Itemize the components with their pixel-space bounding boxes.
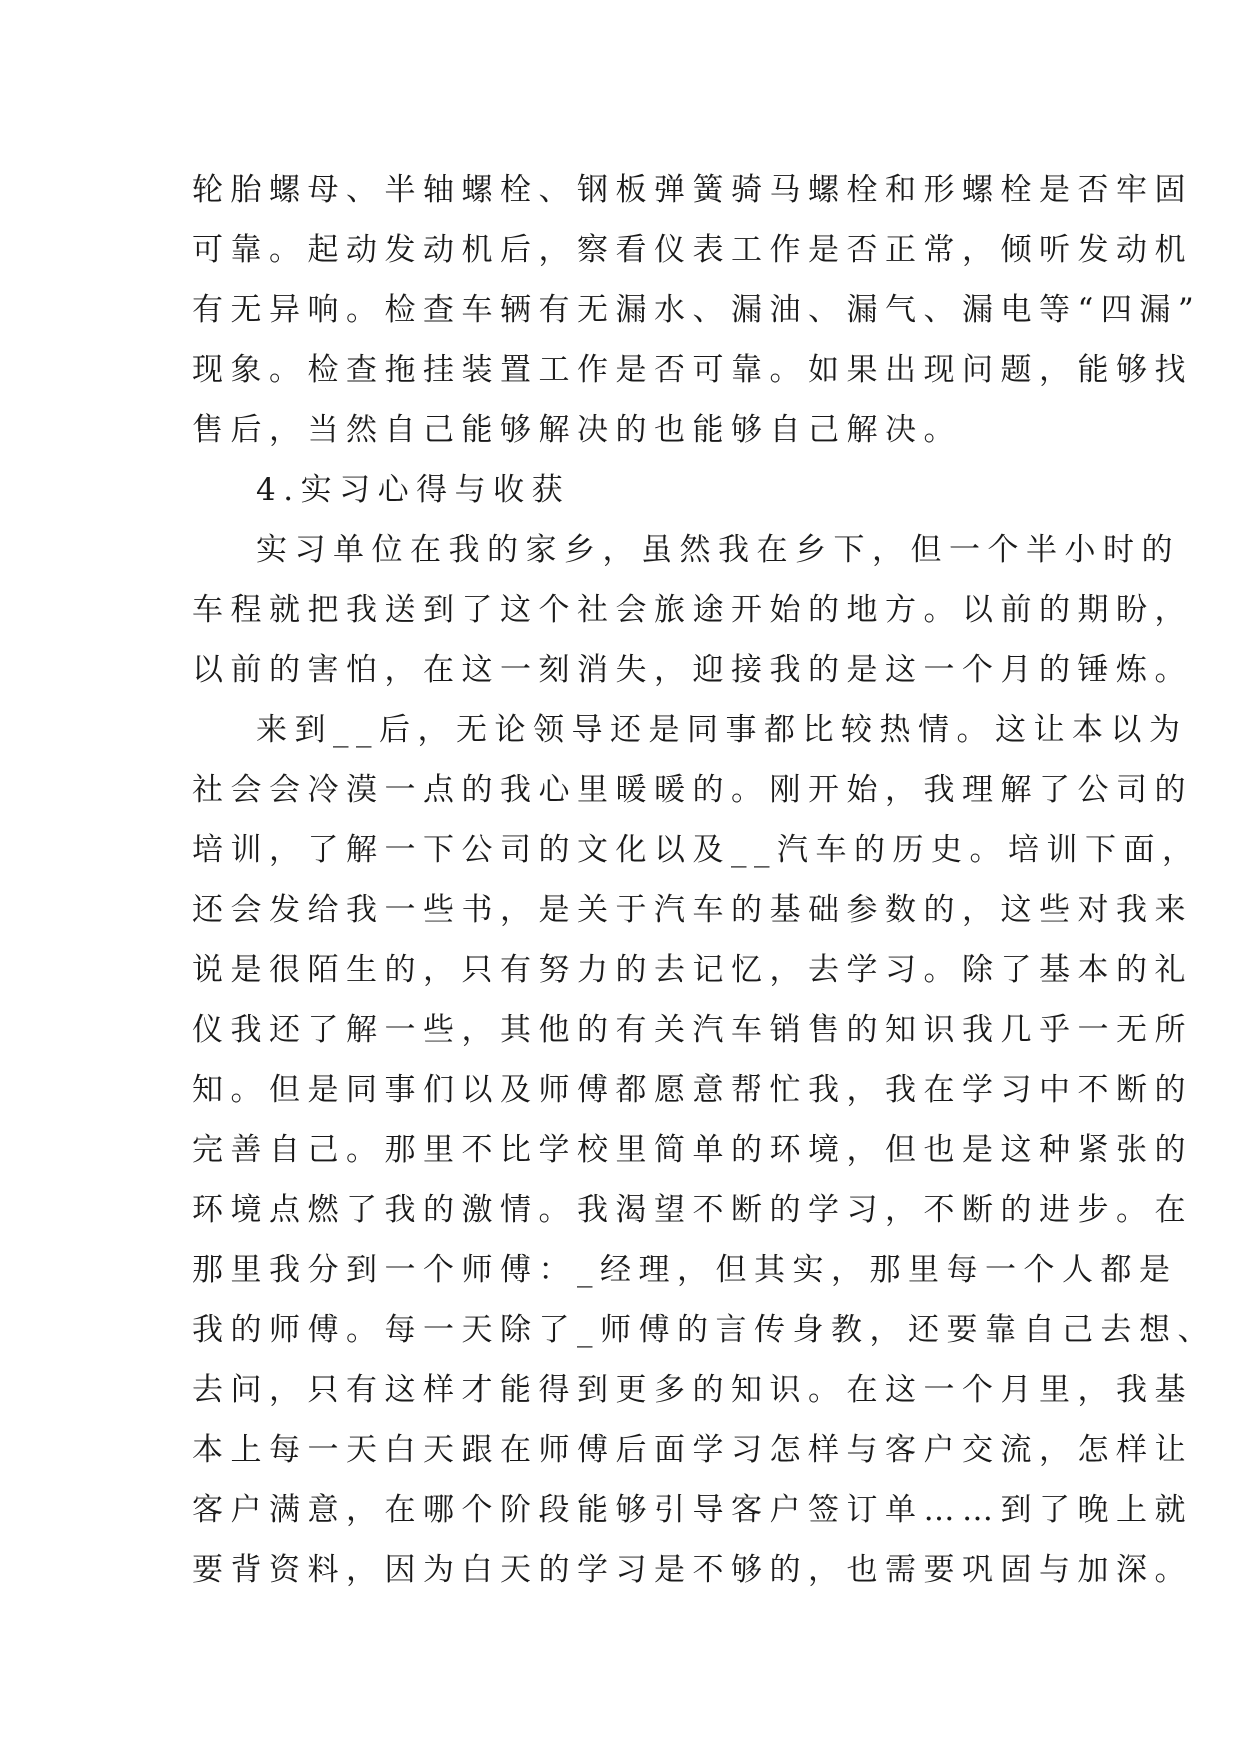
text-line: 培训，了解一下公司的文化以及__汽车的历史。培训下面，	[192, 832, 1201, 868]
text-line: 来到__后，无论领导还是同事都比较热情。这让本以为	[256, 712, 1188, 748]
text-line: 仪我还了解一些，其他的有关汽车销售的知识我几乎一无所	[192, 1012, 1193, 1048]
text-line: 实习单位在我的家乡，虽然我在乡下，但一个半小时的	[256, 532, 1180, 568]
text-line: 轮胎螺母、半轴螺栓、钢板弹簧骑马螺栓和形螺栓是否牢固	[192, 172, 1193, 208]
text-line: 要背资料，因为白天的学习是不够的，也需要巩固与加深。	[192, 1552, 1193, 1588]
text-line: 现象。检查拖挂装置工作是否可靠。如果出现问题，能够找	[192, 352, 1193, 388]
text-line: 以前的害怕，在这一刻消失，迎接我的是这一个月的锤炼。	[192, 652, 1193, 688]
text-line: 售后，当然自己能够解决的也能够自己解决。	[192, 412, 962, 448]
text-line: 完善自己。那里不比学校里简单的环境，但也是这种紧张的	[192, 1132, 1193, 1168]
text-line: 还会发给我一些书，是关于汽车的基础参数的，这些对我来	[192, 892, 1193, 928]
text-line: 我的师傅。每一天除了_师傅的言传身教，还要靠自己去想、	[192, 1312, 1216, 1348]
text-line: 可靠。起动发动机后，察看仪表工作是否正常，倾听发动机	[192, 232, 1193, 268]
text-line: 那里我分到一个师傅：_经理，但其实，那里每一个人都是	[192, 1252, 1178, 1288]
section-heading: 4.实习心得与收获	[256, 472, 571, 508]
text-line: 环境点燃了我的激情。我渴望不断的学习，不断的进步。在	[192, 1192, 1193, 1228]
document-body	[192, 160, 1216, 1600]
text-line: 去问，只有这样才能得到更多的知识。在这一个月里，我基	[192, 1372, 1193, 1408]
text-line: 有无异响。检查车辆有无漏水、漏油、漏气、漏电等“四漏”	[192, 292, 1202, 328]
text-line: 知。但是同事们以及师傅都愿意帮忙我，我在学习中不断的	[192, 1072, 1193, 1108]
text-line: 本上每一天白天跟在师傅后面学习怎样与客户交流，怎样让	[192, 1432, 1193, 1468]
text-line: 车程就把我送到了这个社会旅途开始的地方。以前的期盼，	[192, 592, 1193, 628]
text-line: 说是很陌生的，只有努力的去记忆，去学习。除了基本的礼	[192, 952, 1193, 988]
text-line: 社会会冷漠一点的我心里暖暖的。刚开始，我理解了公司的	[192, 772, 1193, 808]
text-line: 客户满意，在哪个阶段能够引导客户签订单……到了晚上就	[192, 1492, 1193, 1528]
